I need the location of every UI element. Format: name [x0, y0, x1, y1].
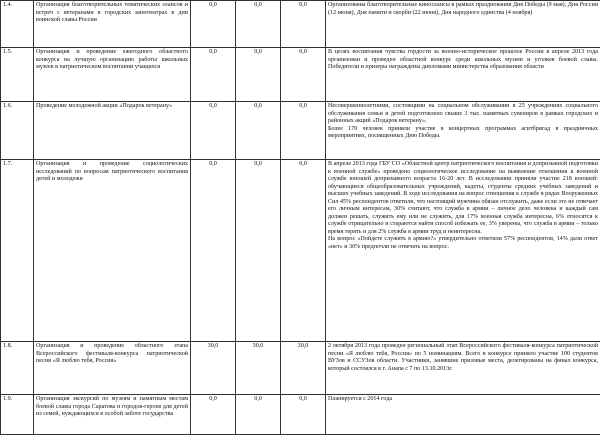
funding-value-1: 30,0	[191, 342, 236, 395]
activity-name: Организация и проведение ежегодного областного конкурса на лучшую организацию работы школьных музеев в патриотическом воспитании учащихся	[34, 48, 191, 102]
funding-value-2: 0,0	[236, 1, 281, 48]
funding-value-1: 0,0	[191, 1, 236, 48]
funding-value-2: 0,0	[236, 102, 281, 160]
activity-result-text: В апреле 2013 года ГБУ СО «Областной центр патриотического воспитания и допризывной подготовки к военной службе» проведено социологическое исследование на выявление отношения к военной службе юношей допризывного возраста 16-20 лет. В исследовании приняли участие 218 юношей: обучающиеся общеобразовательных учреждений, кадеты, студенты средних учебных заведений и высших учебных заведений. В ходе исследования на вопрос отношения к службе в рядах Вооруженных Сил 45% респондентов ответили, что настоящий мужчина обязан отслужить, даже если это не отвечает его личным интересам, 30% считают, что служба в армии – личное дело человека и каждый сам должен решать, служить ему или не служить, для 17% военная служба интересна, 6% относятся к службе отрицательно и стараются найти способ избежать ее, 3% уверены, что служба в армии – только время терять и для 2% служба в армии труд и неинтересна. На вопрос «Пойдете служить в армию?» утвердительно ответили 57% респондентов, 14% дали ответ «нет» и 30% предпочли не отвечать на вопрос.	[328, 161, 598, 250]
table-row	[1, 160, 600, 342]
table-row	[1, 395, 600, 435]
row-number: 1.6.	[1, 102, 34, 160]
report-table-body	[1, 1, 600, 435]
row-number: 1.9.	[1, 395, 34, 435]
activity-result	[326, 102, 600, 160]
row-number: 1.5.	[1, 48, 34, 102]
funding-value-3: 0,0	[281, 395, 326, 435]
funding-value-2: 0,0	[236, 48, 281, 102]
activity-name: Организация и проведение областного этапа Всероссийского фестиваля-конкурса патриотической песни «Я люблю тебя, Россия»	[34, 342, 191, 395]
activity-name: Проведение молодежной акции «Подарок ветерану»	[34, 102, 191, 160]
activity-name: Организация экскурсий по музеям и памятным местам боевой славы города Саратова и городов-героев для детей из семей, нуждающихся в особой заботе государства	[34, 395, 191, 435]
funding-value-1: 0,0	[191, 395, 236, 435]
activity-name: Организация и проведение социологических исследований по вопросам патриотического воспитания детей и молодежи	[34, 160, 191, 342]
activity-result: Организованы благотворительные киносеансы в рамках празднования Дня Победы (9 мая), Дня России (12 июня), Дня памяти и скорби (22 июня), Дня народного единства (4 ноября)	[326, 1, 600, 48]
row-number: 1.7.	[1, 160, 34, 342]
funding-value-3: 0,0	[281, 160, 326, 342]
funding-value-1: 0,0	[191, 102, 236, 160]
table-row	[1, 48, 600, 102]
activity-result-text: Несовершеннолетними, состоящими на социальном обслуживании в 25 учреждениях социального обслуживания семьи и детей подготовлено свыше 3 тыс. памятных сувениров в рамках городских и районных акций «Подарок ветерану». Более 170 человек приняли участие в концертных программах агитбригад в праздничных мероприятиях, посвященных Дню Победы.	[328, 103, 598, 139]
activity-result	[326, 160, 600, 342]
table-row	[1, 1, 600, 48]
activity-result: 2 октября 2013 года проведен региональный этап Всероссийского фестиваля-конкурса патриотической песни «Я люблю тебя, Россия» по 5 номинациям. Всего в конкурсе приняло участие 100 студентов ВУЗов и ССУЗов области. Участники, занявшие призовые места, делегированы на финал конкурса, который состоялся в г. Анапа с 7 по 13.10.2013г.	[326, 342, 600, 395]
funding-value-2: 0,0	[236, 160, 281, 342]
row-number: 1.8.	[1, 342, 34, 395]
funding-value-3: 0,0	[281, 1, 326, 48]
funding-value-3: 0,0	[281, 102, 326, 160]
funding-value-3: 0,0	[281, 48, 326, 102]
activity-result: Планируется с 2014 года	[326, 395, 600, 435]
activity-result: В целях воспитания чувства гордости за военно-историческое прошлое России в апреле 2013 года организован и проведен областной конкурс среди школьных музеев и уголков боевой славы. Победители и призеры награждены дипломами министерства образования области	[326, 48, 600, 102]
activity-name: Организация благотворительных тематических сеансов и встреч с ветеранами в городских кинотеатрах в дни воинской славы России	[34, 1, 191, 48]
funding-value-1: 0,0	[191, 160, 236, 342]
funding-value-3: 30,0	[281, 342, 326, 395]
table-row	[1, 342, 600, 395]
funding-value-2: 30,0	[236, 342, 281, 395]
row-number: 1.4.	[1, 1, 34, 48]
table-row	[1, 102, 600, 160]
funding-value-2: 0,0	[236, 395, 281, 435]
funding-value-1: 0,0	[191, 48, 236, 102]
